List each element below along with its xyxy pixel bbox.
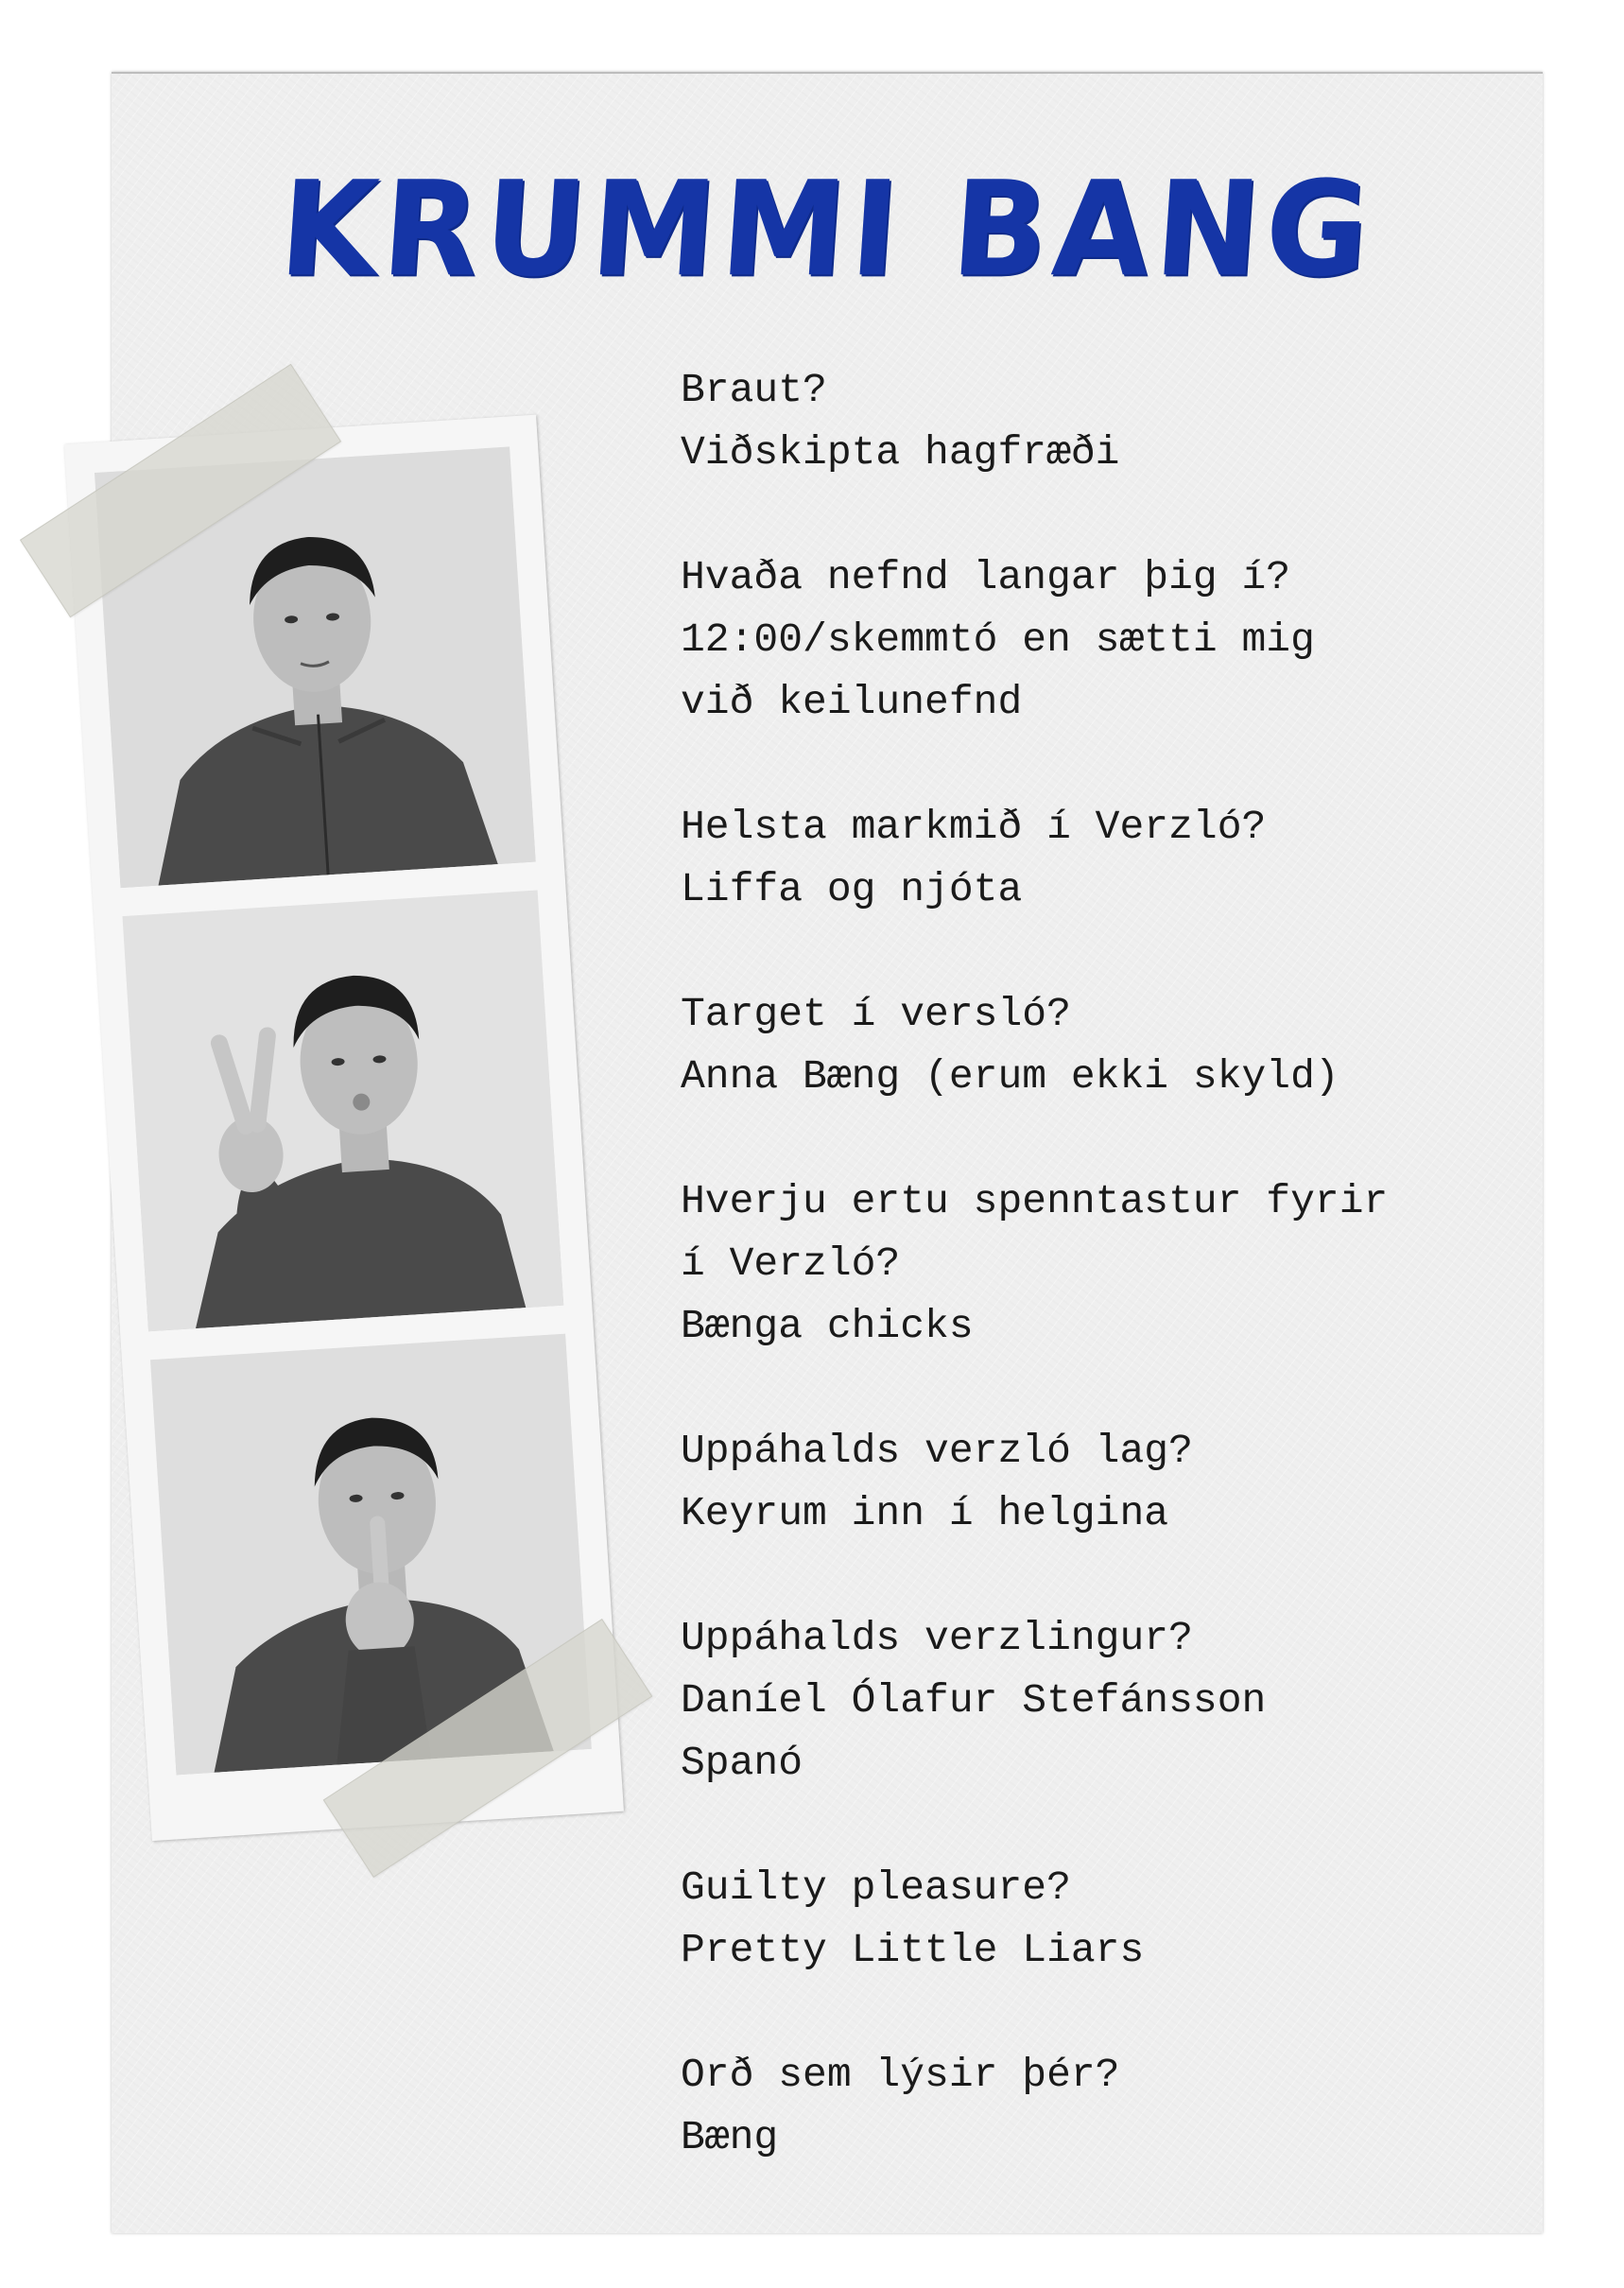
answer: Anna Bæng (erum ekki skyld) [681, 1053, 1339, 1100]
answer: Daníel Ólafur Stefánsson [681, 1677, 1267, 1724]
question: Hverju ertu spenntastur fyrir [681, 1178, 1389, 1224]
qa-item [681, 546, 1512, 734]
answer: Viðskipta hagfræði [681, 429, 1120, 476]
answer: Bænga chicks [681, 1303, 974, 1349]
question: Uppáhalds verzlingur? [681, 1615, 1193, 1661]
qa-item [681, 1607, 1512, 1794]
question: Orð sem lýsir þér? [681, 2052, 1120, 2098]
answer: Bæng [681, 2114, 779, 2160]
portrait-peace-sign-image [122, 890, 563, 1331]
photo-strip [64, 415, 624, 1841]
qa-item [681, 796, 1512, 921]
qa-item [681, 2044, 1512, 2169]
qa-item [681, 359, 1512, 484]
qa-item [681, 983, 1512, 1108]
qa-item [681, 1420, 1512, 1545]
answer: 12:00/skemmtó en sætti mig [681, 616, 1315, 663]
photo-portrait-peace-sign [122, 890, 563, 1331]
question: Uppáhalds verzló lag? [681, 1428, 1193, 1474]
question: Helsta markmið í Verzló? [681, 804, 1267, 850]
question-continued: í Verzló? [681, 1240, 901, 1287]
question: Guilty pleasure? [681, 1864, 1071, 1911]
page-title: KRUMMI BANG [275, 153, 1379, 306]
answer: Keyrum inn í helgina [681, 1490, 1169, 1536]
question: Target í versló? [681, 991, 1071, 1037]
answer: við keilunefnd [681, 679, 1023, 725]
qa-item [681, 1170, 1512, 1358]
qa-list [681, 359, 1512, 2231]
question: Braut? [681, 367, 827, 413]
qa-item [681, 1857, 1512, 1982]
answer: Spanó [681, 1740, 803, 1786]
answer: Liffa og njóta [681, 866, 1023, 912]
answer: Pretty Little Liars [681, 1927, 1145, 1973]
question: Hvaða nefnd langar þig í? [681, 554, 1291, 600]
